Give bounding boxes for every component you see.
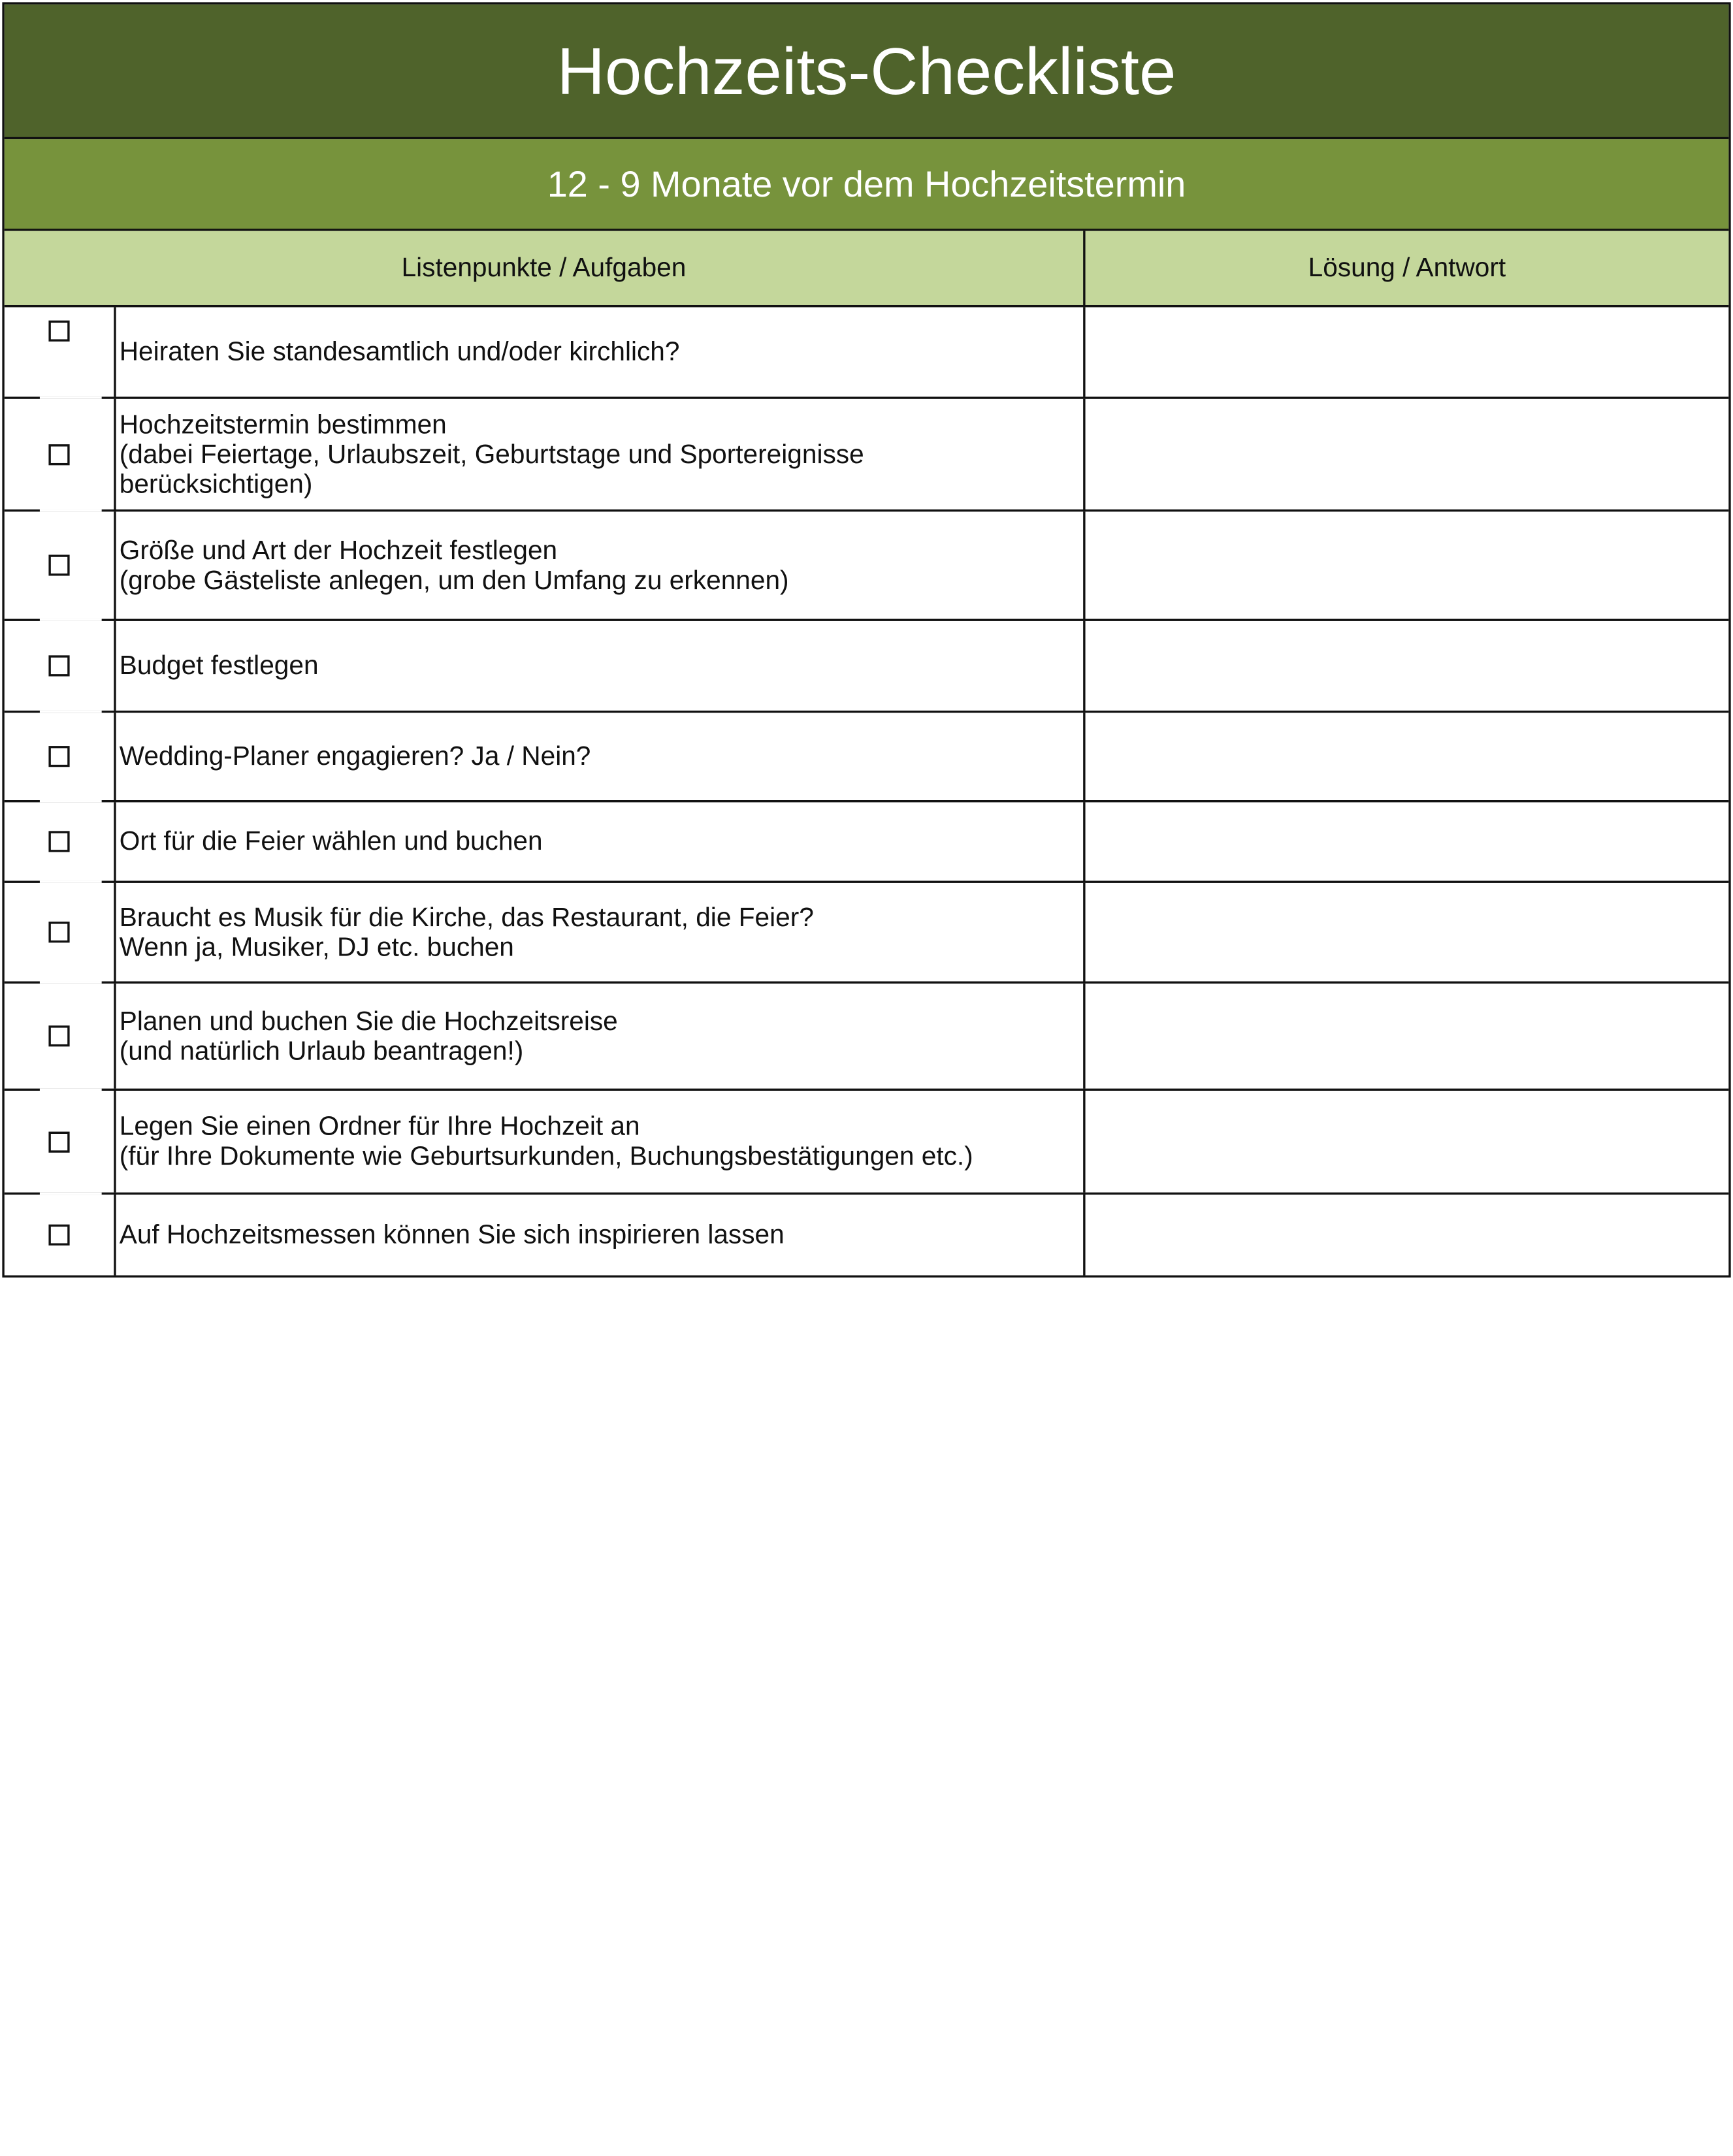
answer-cell[interactable] — [1086, 1195, 1729, 1276]
checkbox[interactable] — [48, 443, 69, 464]
checkbox[interactable] — [48, 1225, 69, 1246]
table-row — [5, 713, 1729, 802]
checkbox-cell — [5, 1195, 116, 1276]
checkbox[interactable] — [48, 831, 69, 852]
task-line: Hochzeitstermin bestimmen — [119, 409, 447, 440]
table-row — [5, 1091, 1729, 1195]
task-line: (und natürlich Urlaub beantragen!) — [119, 1036, 524, 1066]
table-row — [5, 307, 1729, 398]
task-line: Wedding-Planer engagieren? Ja / Nein? — [119, 741, 591, 772]
checkbox-cell — [5, 399, 116, 509]
answer-cell[interactable] — [1086, 511, 1729, 619]
task-text — [116, 399, 1086, 509]
checkbox[interactable] — [48, 746, 69, 767]
table-header — [5, 231, 1729, 308]
checkbox-cell — [5, 802, 116, 880]
answer-cell[interactable] — [1086, 713, 1729, 800]
checkbox-cell — [5, 621, 116, 711]
task-line: Braucht es Musik für die Kirche, das Restaurant, die Feier? — [119, 902, 814, 933]
table-row — [5, 802, 1729, 883]
table-row — [5, 1195, 1729, 1276]
header-tasks: Listenpunkte / Aufgaben — [5, 231, 1086, 305]
section-heading: 12 - 9 Monate vor dem Hochzeitstermin — [5, 139, 1729, 231]
task-line: Ort für die Feier wählen und buchen — [119, 826, 543, 857]
checkbox[interactable] — [48, 555, 69, 575]
cell-gap — [40, 881, 102, 883]
task-text — [116, 883, 1086, 982]
task-line: (dabei Feiertage, Urlaubszeit, Geburtstage und Sportereignisse — [119, 439, 864, 470]
task-text — [116, 621, 1086, 711]
cell-gap — [40, 711, 102, 713]
task-line: Heiraten Sie standesamtlich und/oder kirchlich? — [119, 337, 680, 367]
checkbox-cell — [5, 511, 116, 619]
cell-gap — [40, 1193, 102, 1195]
task-text — [116, 307, 1086, 396]
checkbox-cell — [5, 883, 116, 982]
task-text — [116, 984, 1086, 1089]
header-answer: Lösung / Antwort — [1308, 252, 1506, 283]
checkbox-cell — [5, 1091, 116, 1193]
answer-cell[interactable] — [1086, 1091, 1729, 1193]
task-line: (für Ihre Dokumente wie Geburtsurkunden, Buchungsbestätigungen etc.) — [119, 1141, 973, 1172]
checkbox[interactable] — [48, 1131, 69, 1152]
task-text — [116, 1091, 1086, 1193]
task-line: Größe und Art der Hochzeit festlegen — [119, 535, 558, 566]
task-line: Wenn ja, Musiker, DJ etc. buchen — [119, 932, 514, 962]
task-line: Legen Sie einen Ordner für Ihre Hochzeit an — [119, 1112, 640, 1142]
cell-gap — [40, 800, 102, 802]
task-text — [116, 802, 1086, 880]
checklist-table — [2, 2, 1730, 1278]
task-text — [116, 511, 1086, 619]
checkbox[interactable] — [48, 1025, 69, 1046]
table-row — [5, 399, 1729, 512]
answer-cell[interactable] — [1086, 621, 1729, 711]
table-row — [5, 621, 1729, 713]
answer-cell[interactable] — [1086, 883, 1729, 982]
task-line: Budget festlegen — [119, 651, 319, 681]
checkbox[interactable] — [48, 655, 69, 676]
cell-gap — [40, 509, 102, 511]
task-line: Planen und buchen Sie die Hochzeitsreise — [119, 1006, 618, 1037]
task-text — [116, 713, 1086, 800]
table-row — [5, 883, 1729, 984]
checkbox[interactable] — [48, 321, 69, 342]
cell-gap — [40, 1089, 102, 1091]
checkbox-cell — [5, 984, 116, 1089]
answer-cell[interactable] — [1086, 802, 1729, 880]
table-row — [5, 984, 1729, 1091]
task-line: (grobe Gästeliste anlegen, um den Umfang zu erkennen) — [119, 565, 789, 596]
cell-gap — [40, 619, 102, 621]
cell-gap — [40, 981, 102, 983]
task-line: Auf Hochzeitsmessen können Sie sich inspirieren lassen — [119, 1219, 785, 1250]
task-text — [116, 1195, 1086, 1276]
checkbox[interactable] — [48, 922, 69, 942]
page-title: Hochzeits-Checkliste — [5, 5, 1729, 139]
answer-cell[interactable] — [1086, 307, 1729, 396]
table-row — [5, 511, 1729, 621]
answer-cell[interactable] — [1086, 399, 1729, 509]
answer-cell[interactable] — [1086, 984, 1729, 1089]
task-line: berücksichtigen) — [119, 469, 313, 499]
checkbox-cell — [5, 307, 116, 396]
checkbox-cell — [5, 713, 116, 800]
cell-gap — [40, 396, 102, 398]
